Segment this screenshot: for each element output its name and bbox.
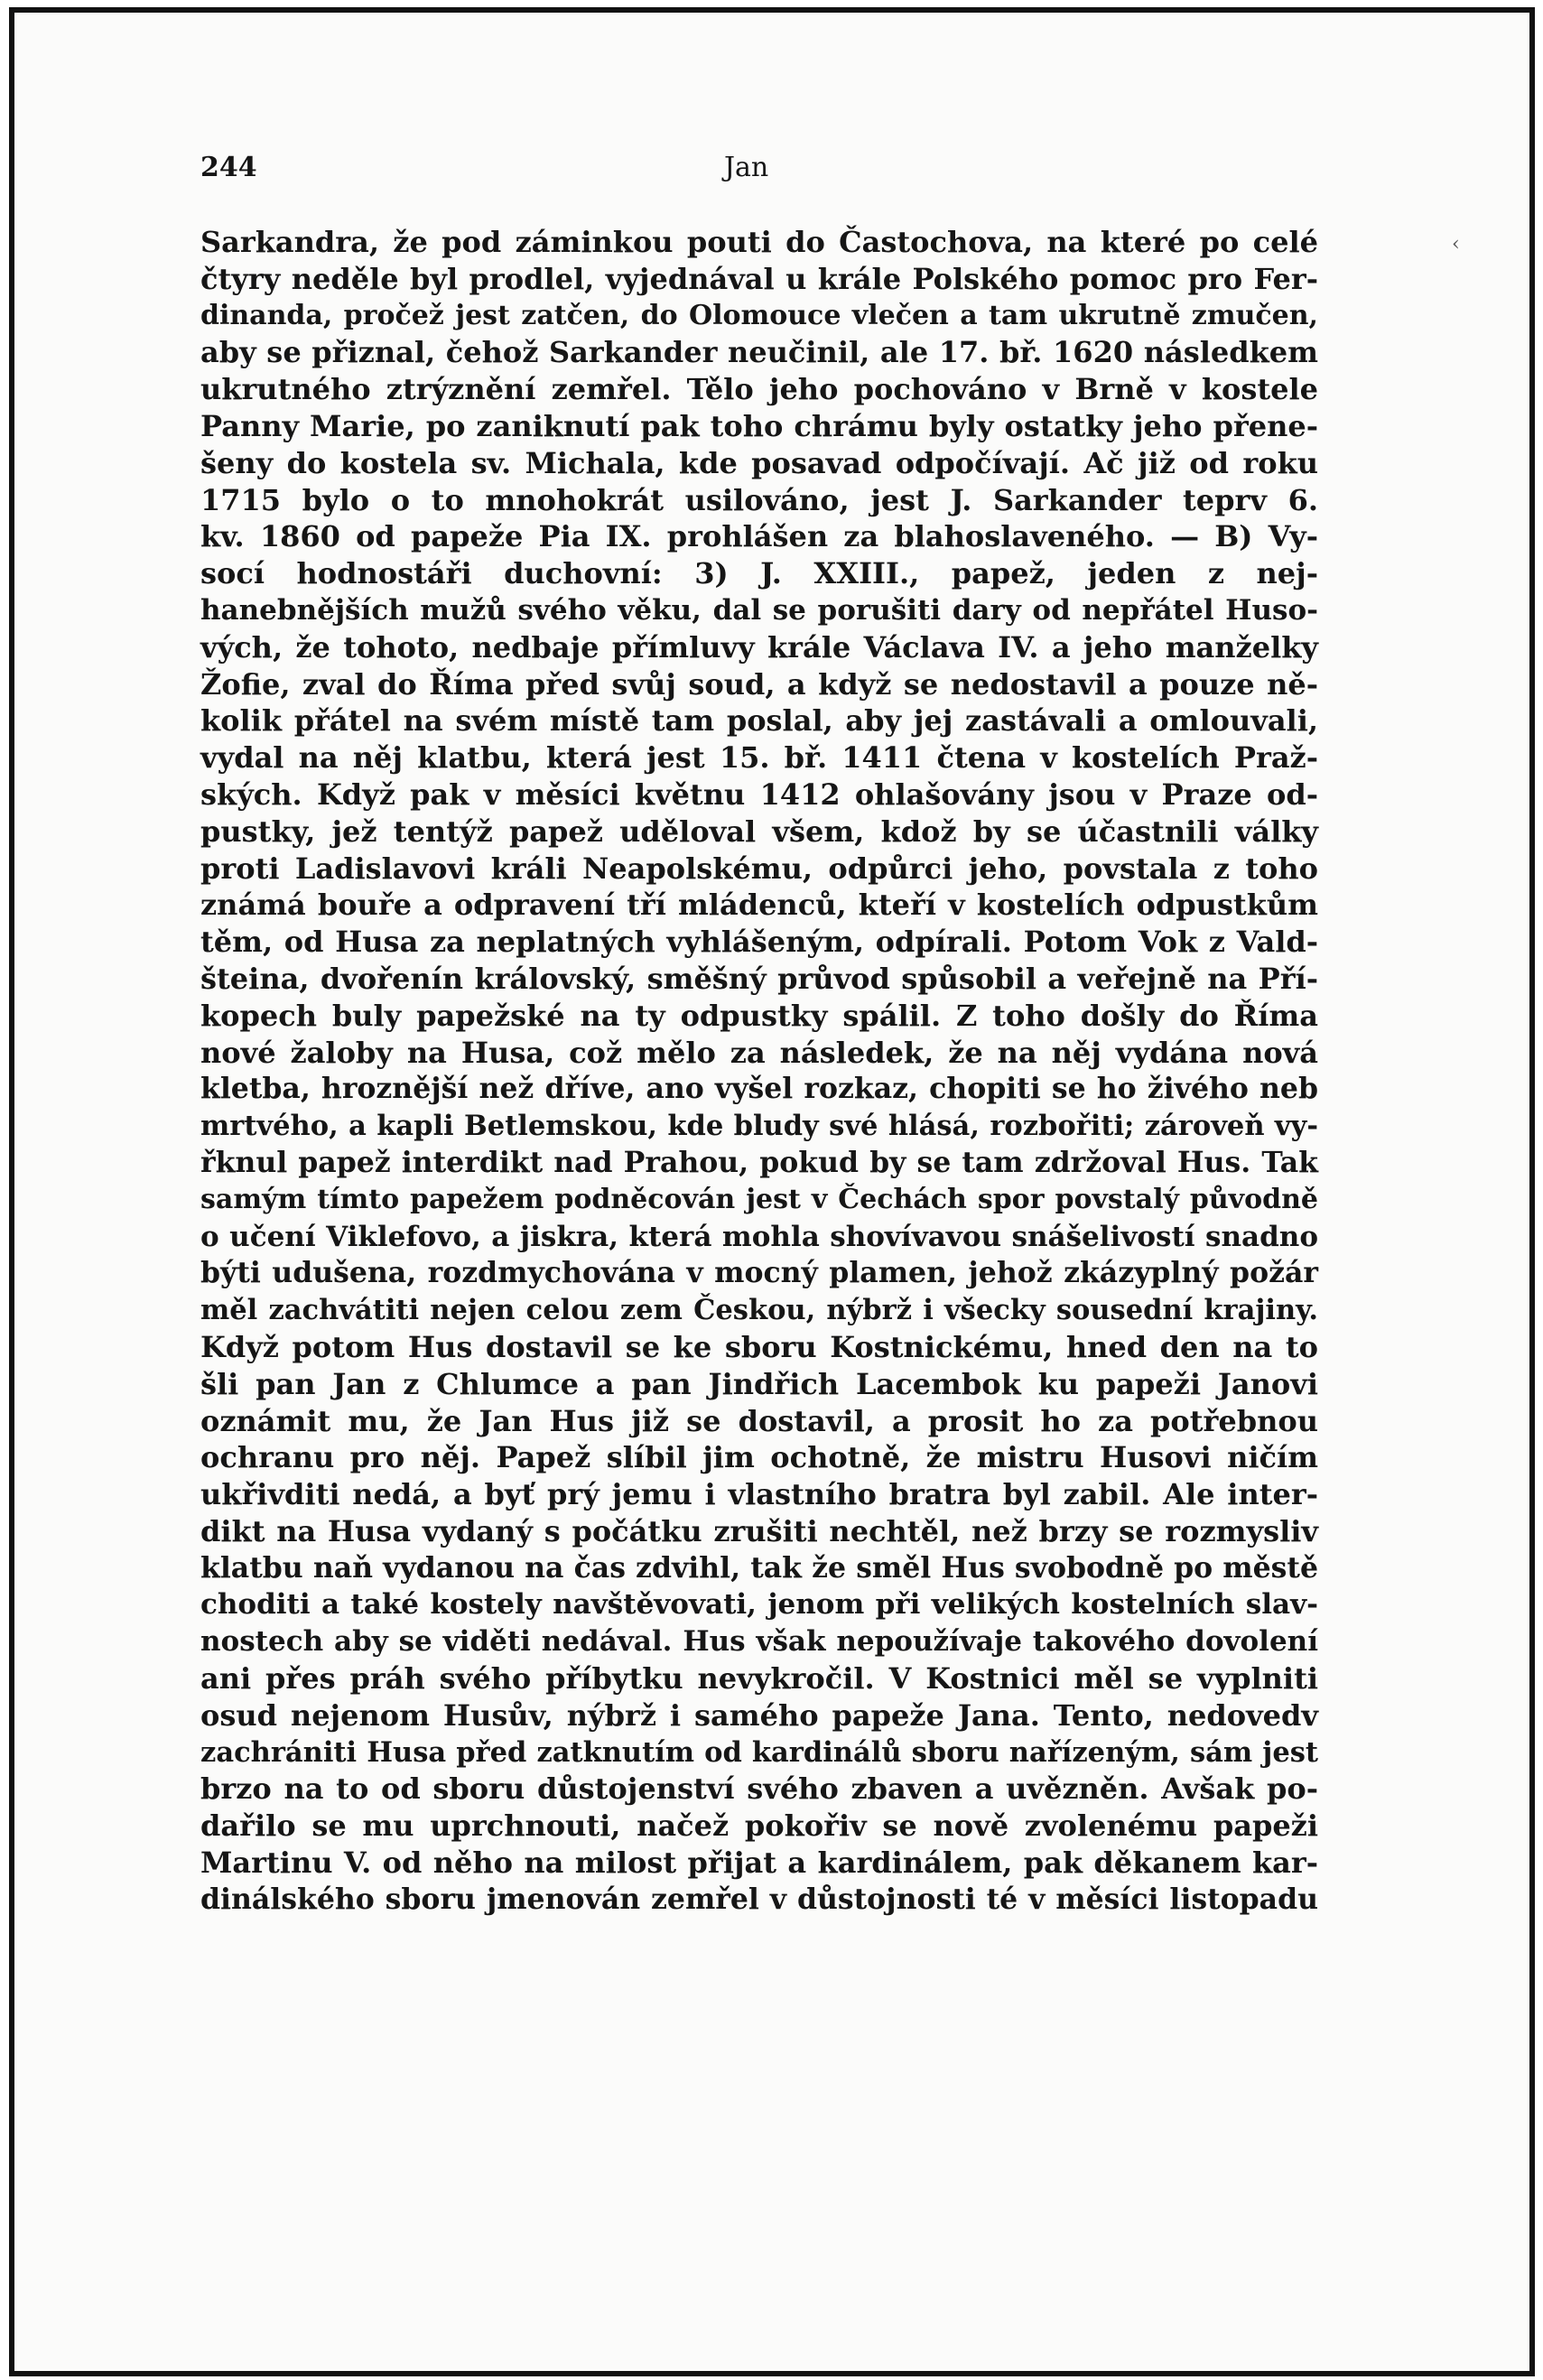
text-line: ukrutného ztrýznění zemřel. Tělo jeho pochováno v Brně v kostele (200, 372, 1318, 407)
text-line: vydal na něj klatbu, která jest 15. bř. 1411 čtena v kostelích Praž- (200, 740, 1318, 776)
text-line: kolik přátel na svém místě tam poslal, aby jej zastávali a omlouvali, (200, 703, 1318, 739)
text-line: ani přes práh svého příbytku nevykročil. V Kostnici měl se vyplniti (200, 1661, 1318, 1697)
text-line: známá bouře a odpravení tří mládenců, kteří v kostelích odpustkům (200, 888, 1318, 923)
text-line: pustky, jež tentýž papež uděloval všem, kdož by se účastnili války (200, 813, 1318, 849)
text-line: choditi a také kostely navštěvovati, jenom při velikých kostelních slav- (200, 1588, 1318, 1622)
text-line: měl zachvátiti nejen celou zem Českou, nýbrž i všecky sousední krajiny. (200, 1294, 1318, 1327)
text-line: kopech buly papežské na ty odpustky spálil. Z toho došly do Říma (200, 998, 1318, 1033)
text-line: brzo na to od sboru důstojenství svého zbaven a uvězněn. Avšak po- (200, 1771, 1318, 1807)
text-line: o učení Viklefovo, a jiskra, která mohla shovívavou snášelivostí snadno (200, 1220, 1318, 1253)
text-line: klatbu naň vydanou na čas zdvihl, tak že směl Hus svobodně po městě (200, 1550, 1318, 1585)
text-line: Když potom Hus dostavil se ke sboru Kostnickému, hned den na to (200, 1329, 1318, 1364)
text-line: řknul papež interdikt nad Prahou, pokud by se tam zdržoval Hus. Tak (200, 1145, 1318, 1179)
body-text (200, 224, 1318, 1919)
text-line: dikt na Husa vydaný s počátku zrušiti nechtěl, než brzy se rozmysliv (200, 1513, 1318, 1548)
text-line: kletba, hroznější než dříve, ano vyšel rozkaz, chopiti se ho živého neb (200, 1072, 1318, 1106)
text-line: samým tímto papežem podněcován jest v Čechách spor povstalý původně (200, 1183, 1318, 1215)
text-line: ukřivditi nedá, a byť prý jemu i vlastního bratra byl zabil. Ale inter- (200, 1477, 1318, 1512)
text-line: Sarkandra, že pod záminkou pouti do Častochova, na které po celé (200, 225, 1318, 259)
text-line: socí hodnostáři duchovní: 3) J. XXIII., papež, jeden z nej- (200, 556, 1318, 591)
text-line: hanebnějších mužů svého věku, dal se porušiti dary od nepřátel Huso- (200, 593, 1318, 627)
running-head: Jan (724, 152, 769, 183)
text-line: vých, že tohoto, nedbaje přímluvy krále Václava IV. a jeho manželky (200, 629, 1318, 665)
text-line: 1715 bylo o to mnohokrát usilováno, jest J. Sarkander teprv 6. (200, 482, 1318, 517)
text-line: býti udušena, rozdmychována v mocný plamen, jehož zkázyplný požár (200, 1256, 1318, 1290)
text-line: těm, od Husa za neplatných vyhlášeným, odpírali. Potom Vok z Vald- (200, 925, 1318, 960)
text-line: šli pan Jan z Chlumce a pan Jindřich Lacembok ku papeži Janovi (200, 1366, 1318, 1401)
text-line: nostech aby se viděti nedával. Hus však nepoužívaje takového dovolení (200, 1625, 1318, 1659)
text-line: zachrániti Husa před zatknutím od kardinálů sboru nařízeným, sám jest (200, 1735, 1318, 1769)
text-line: kv. 1860 od papeže Pia IX. prohlášen za blahoslaveného. — B) Vy- (200, 519, 1318, 554)
text-line: šteina, dvořenín královský, směšný průvod spůsobil a veřejně na Pří- (200, 961, 1318, 996)
text-line: aby se přiznal, čehož Sarkander neučinil, ale 17. bř. 1620 následkem (200, 335, 1318, 370)
text-line: ských. Když pak v měsíci květnu 1412 ohlašovány jsou v Praze od- (200, 776, 1318, 812)
margin-mark: ‹ (1452, 233, 1460, 256)
page-header (200, 152, 1318, 188)
text-line: dinanda, pročež jest zatčen, do Olomouce vlečen a tam ukrutně zmučen, (200, 299, 1318, 331)
page-number: 244 (200, 152, 257, 183)
text-line: nové žaloby na Husa, což mělo za následek, že na něj vydána nová (200, 1035, 1318, 1070)
text-line: dařilo se mu uprchnouti, načež pokořiv se nově zvolenému papeži (200, 1808, 1318, 1844)
text-line: Žofie, zval do Říma před svůj soud, a když se nedostavil a pouze ně- (200, 666, 1318, 702)
text-line: oznámit mu, že Jan Hus již se dostavil, a prosit ho za potřebnou (200, 1403, 1318, 1438)
text-line: osud nejenom Husův, nýbrž i samého papeže Jana. Tento, nedovedv (200, 1697, 1318, 1733)
text-line: ochranu pro něj. Papež slíbil jim ochotně, že mistru Husovi ničím (200, 1440, 1318, 1475)
text-line: šeny do kostela sv. Michala, kde posavad odpočívají. Ač již od roku (200, 445, 1318, 480)
text-line: dinálského sboru jmenován zemřel v důstojnosti té v měsíci listopadu (200, 1882, 1318, 1916)
text-line: proti Ladislavovi králi Neapolskému, odpůrci jeho, povstala z toho (200, 851, 1318, 886)
text-line: Martinu V. od něho na milost přijat a kardinálem, pak děkanem kar- (200, 1845, 1318, 1881)
text-line: Panny Marie, po zaniknutí pak toho chrámu byly ostatky jeho přene- (200, 408, 1318, 443)
text-line: mrtvého, a kapli Betlemskou, kde bludy své hlásá, rozbořiti; zároveň vy- (200, 1110, 1318, 1143)
text-line: čtyry neděle byl prodlel, vyjednával u krále Polského pomoc pro Fer- (200, 261, 1318, 296)
